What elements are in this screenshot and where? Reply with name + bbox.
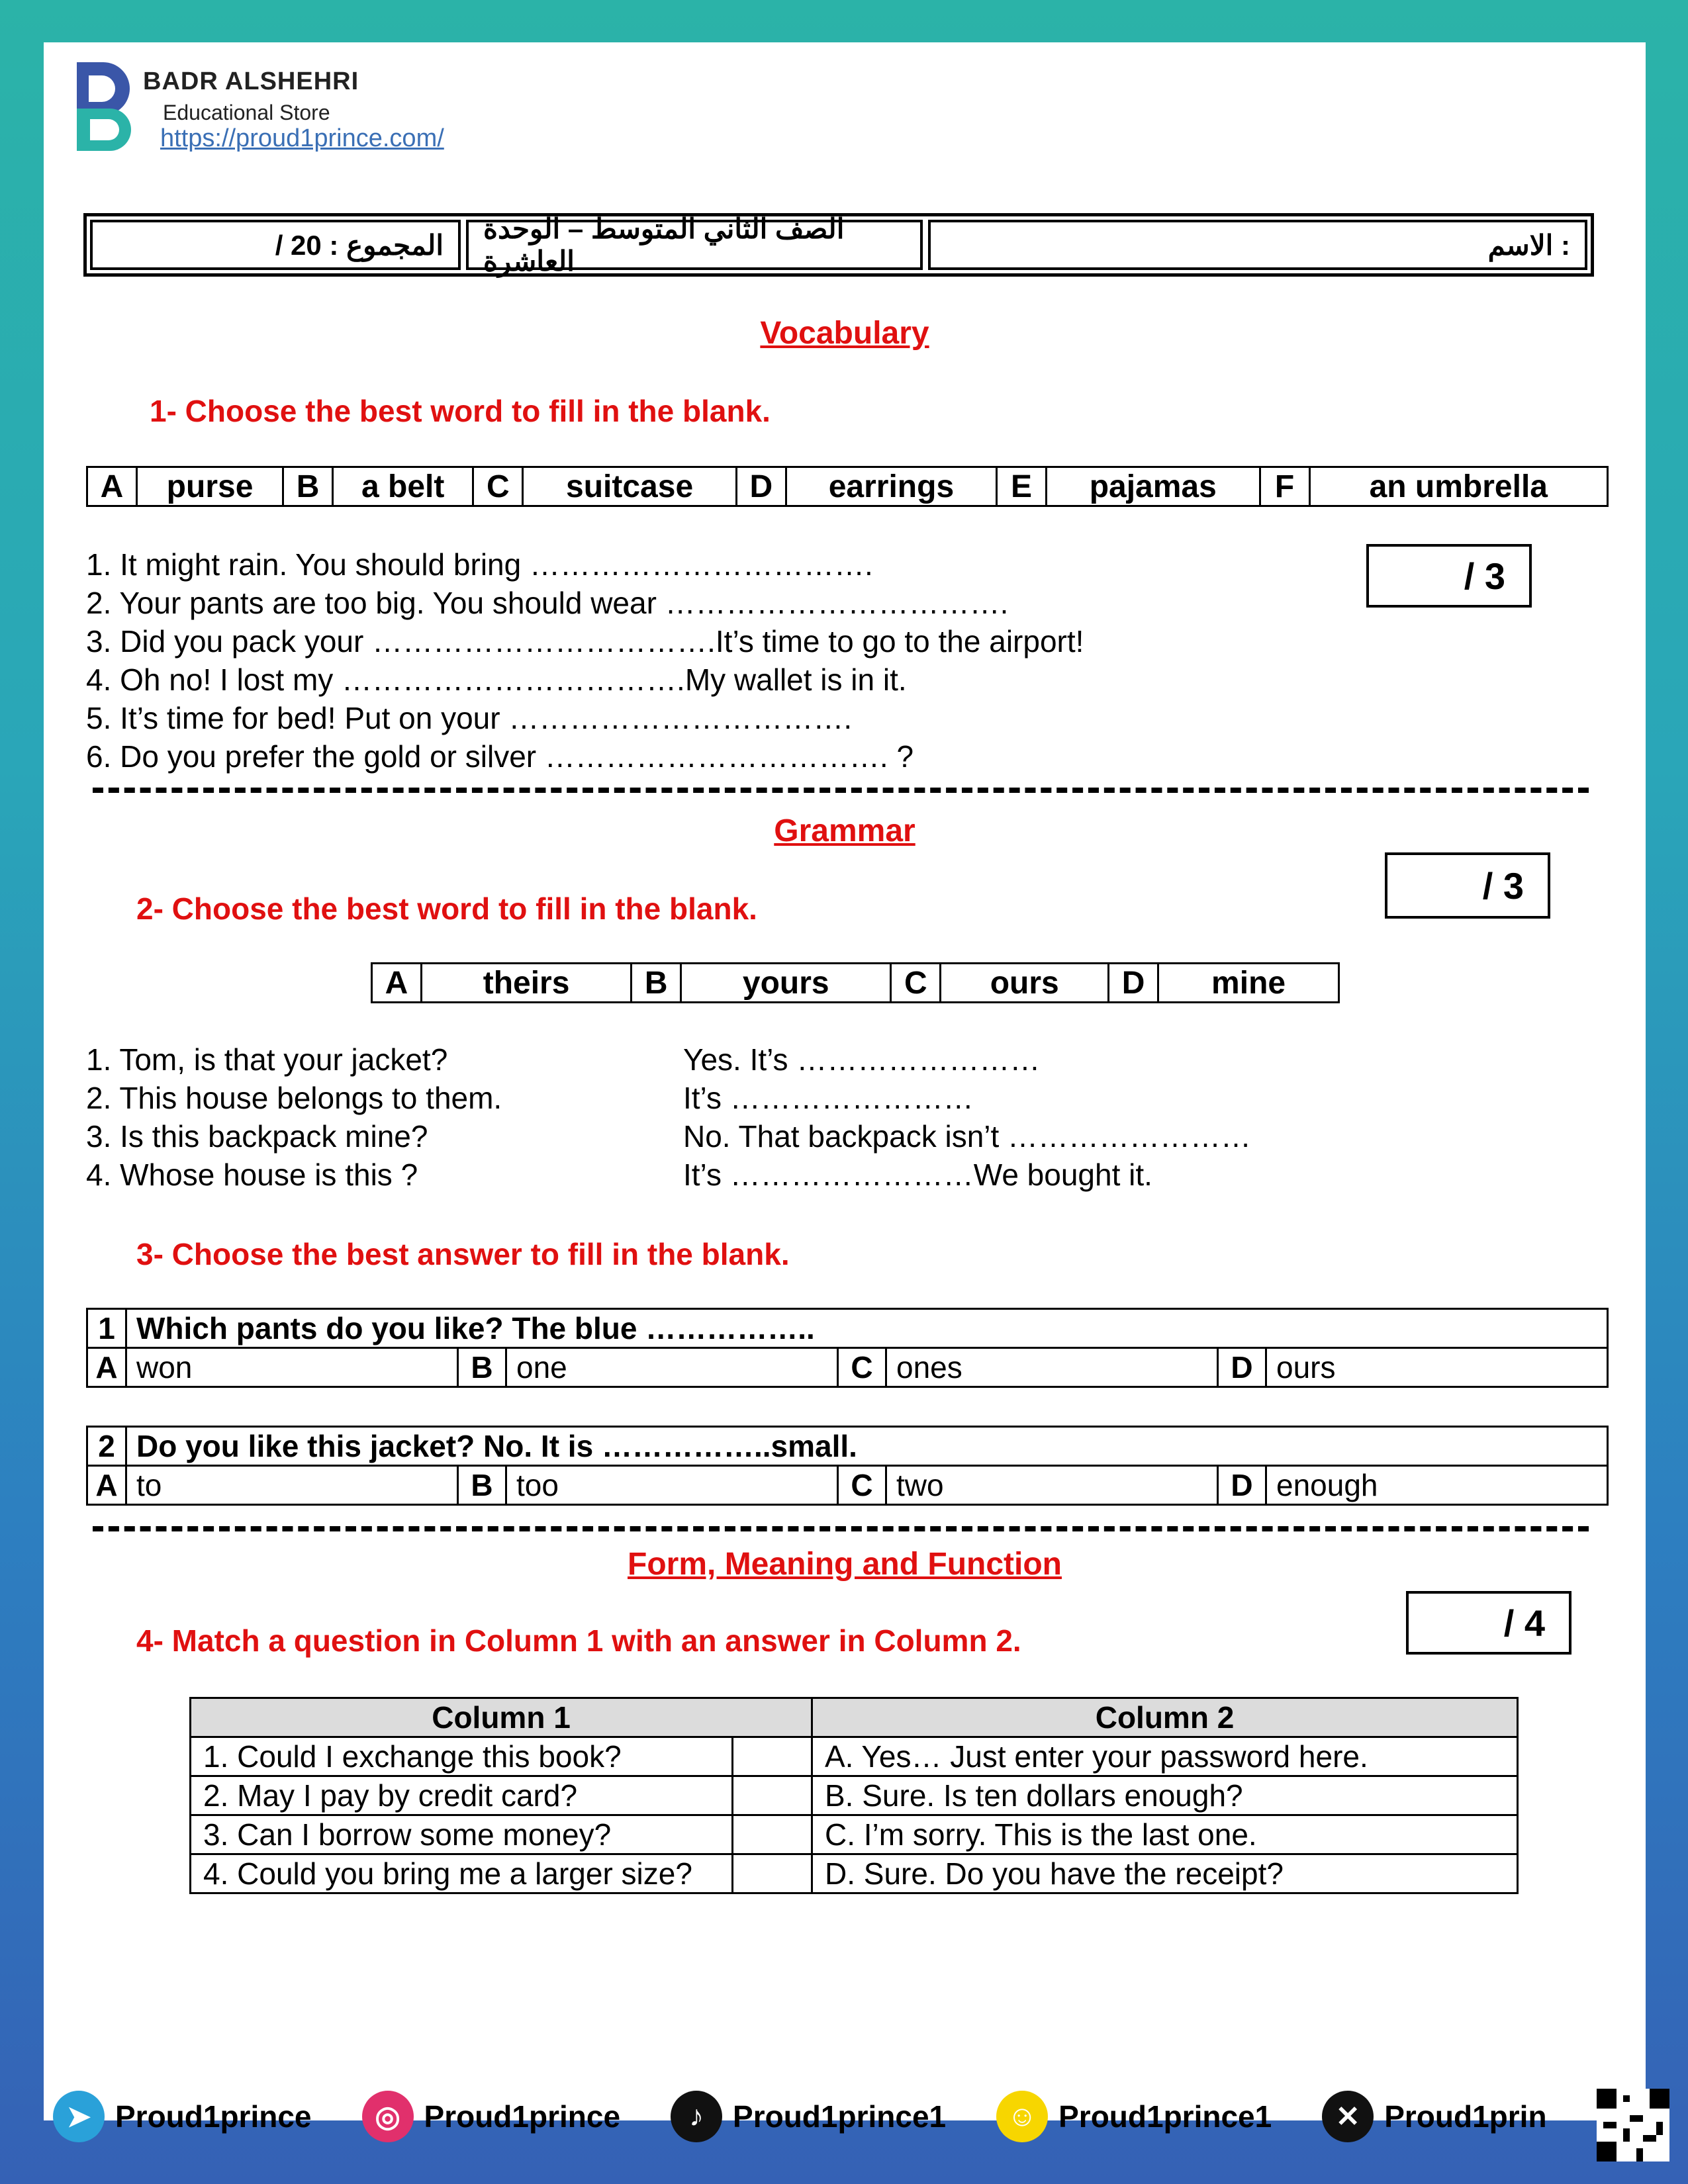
vocab-sentence: 2. Your pants are too big. You should wear …………………………….: [86, 586, 1009, 620]
mcq-option-text: to: [126, 1466, 458, 1505]
social-link-telegram[interactable]: [53, 2091, 312, 2142]
mcq-option-text: enough: [1266, 1466, 1608, 1505]
section-divider: [93, 788, 1589, 793]
vocab-option-word: pajamas: [1046, 467, 1260, 506]
match-answer: D. Sure. Do you have the receipt?: [812, 1854, 1518, 1893]
match-answer-blank[interactable]: [732, 1737, 812, 1776]
vocabulary-title: Vocabulary: [760, 316, 929, 351]
unit-cell: الصف الثاني المتوسط – الوحدة العاشرة: [466, 220, 923, 270]
brand-url-link[interactable]: https://proud1prince.com/: [160, 124, 444, 152]
instagram-icon: ◎: [362, 2091, 414, 2142]
mcq-option-letter: B: [458, 1348, 506, 1387]
vocab-sentence: 5. It’s time for bed! Put on your …………………………….: [86, 701, 853, 735]
telegram-icon: ➤: [53, 2091, 105, 2142]
social-handle: Proud1prince: [115, 2099, 312, 2134]
grammar-prompt: 4. Whose house is this ?: [86, 1158, 418, 1192]
grammar-option-letter: B: [632, 964, 681, 1003]
grammar-options-table: [371, 962, 1340, 1003]
match-answer-blank[interactable]: [732, 1854, 812, 1893]
mcq-option-text: too: [506, 1466, 838, 1505]
vocab-question: 1- Choose the best word to fill in the blank.: [150, 394, 771, 428]
grammar-prompt: 1. Tom, is that your jacket?: [86, 1042, 448, 1077]
mcq-option-letter: C: [838, 1466, 886, 1505]
social-link-x[interactable]: [1322, 2091, 1546, 2142]
fmf-title: Form, Meaning and Function: [628, 1547, 1062, 1582]
grammar-prompt: 2. This house belongs to them.: [86, 1081, 502, 1115]
vocab-sentences: [86, 545, 1084, 776]
vocab-sentence: 1. It might rain. You should bring …………………………….: [86, 547, 873, 582]
mcq-question: Do you like this jacket? No. It is ……………..small.: [126, 1427, 1608, 1466]
social-handle: Proud1prince1: [1058, 2099, 1272, 2134]
match-answer: A. Yes… Just enter your password here.: [812, 1737, 1518, 1776]
grammar-option-word: ours: [941, 964, 1109, 1003]
match-answer: C. I’m sorry. This is the last one.: [812, 1815, 1518, 1854]
mcq-option-letter: D: [1218, 1348, 1266, 1387]
mcq-option-letter: D: [1218, 1466, 1266, 1505]
vocab-sentence: 4. Oh no! I lost my …………………………….My wallet is in it.: [86, 662, 907, 697]
vocab-option-word: an umbrella: [1309, 467, 1607, 506]
vocab-option-letter: D: [736, 467, 786, 506]
grammar-option-letter: A: [372, 964, 422, 1003]
fmf-question: 4- Match a question in Column 1 with an answer in Column 2.: [136, 1623, 1021, 1658]
mcq-table-2: [86, 1426, 1609, 1506]
mcq-option-letter: C: [838, 1348, 886, 1387]
mcq-option-letter: A: [87, 1348, 126, 1387]
social-footer: [53, 2083, 1615, 2150]
mcq-table-1: [86, 1308, 1609, 1388]
snapchat-icon: ☺: [996, 2091, 1048, 2142]
qr-code-icon[interactable]: [1597, 2089, 1669, 2161]
social-handle: Proud1prin: [1384, 2099, 1547, 2134]
grammar-option-letter: C: [891, 964, 941, 1003]
mcq-option-text: ones: [886, 1348, 1218, 1387]
grammar-answer: It’s ……………………We bought it.: [683, 1158, 1152, 1192]
brand-name: BADR ALSHEHRI: [143, 68, 359, 95]
mcq-option-text: one: [506, 1348, 838, 1387]
mcq-option-text: two: [886, 1466, 1218, 1505]
vocab-option-letter: C: [473, 467, 523, 506]
brand-store: Educational Store: [163, 101, 330, 124]
column-2-header: Column 2: [812, 1698, 1518, 1737]
vocab-option-letter: A: [87, 467, 137, 506]
mcq-number: 1: [87, 1309, 126, 1348]
section-divider: [93, 1526, 1589, 1531]
vocab-option-letter: F: [1260, 467, 1309, 506]
name-cell: الاسم :: [928, 220, 1587, 270]
grammar-question-2: 2- Choose the best word to fill in the blank.: [136, 891, 757, 926]
grammar-score-box: / 3: [1385, 852, 1550, 919]
vocab-option-word: a belt: [333, 467, 473, 506]
match-question: 2. May I pay by credit card?: [191, 1776, 733, 1815]
grammar-right-column: [683, 1040, 1251, 1194]
matching-table: [189, 1697, 1519, 1894]
social-link-snapchat[interactable]: [996, 2091, 1272, 2142]
grammar-left-column: [86, 1040, 502, 1194]
vocab-options-table: [86, 466, 1609, 507]
grammar-option-word: mine: [1158, 964, 1339, 1003]
mcq-option-letter: A: [87, 1466, 126, 1505]
mcq-option-text: ours: [1266, 1348, 1608, 1387]
vocab-score-box: / 3: [1366, 544, 1532, 608]
mcq-option-text: won: [126, 1348, 458, 1387]
vocab-option-letter: B: [283, 467, 333, 506]
vocab-option-word: suitcase: [523, 467, 737, 506]
vocab-option-word: earrings: [786, 467, 996, 506]
grammar-option-letter: D: [1109, 964, 1158, 1003]
social-link-instagram[interactable]: [362, 2091, 621, 2142]
grammar-answer: No. That backpack isn’t ……………………: [683, 1119, 1252, 1154]
match-answer-blank[interactable]: [732, 1815, 812, 1854]
student-info-table: [83, 213, 1594, 277]
match-question: 4. Could you bring me a larger size?: [191, 1854, 733, 1893]
mcq-question: Which pants do you like? The blue ……………..: [126, 1309, 1608, 1348]
match-answer-blank[interactable]: [732, 1776, 812, 1815]
grammar-question-3: 3- Choose the best answer to fill in the blank.: [136, 1237, 790, 1271]
column-1-header: Column 1: [191, 1698, 812, 1737]
vocab-option-word: purse: [137, 467, 283, 506]
vocab-option-letter: E: [996, 467, 1046, 506]
match-answer: B. Sure. Is ten dollars enough?: [812, 1776, 1518, 1815]
brand-logo-icon: [70, 56, 150, 155]
grammar-option-word: theirs: [422, 964, 632, 1003]
match-question: 1. Could I exchange this book?: [191, 1737, 733, 1776]
worksheet-page: [44, 42, 1646, 2120]
vocab-sentence: 6. Do you prefer the gold or silver ……………………………. ?: [86, 739, 914, 774]
x-icon: ✕: [1322, 2091, 1374, 2142]
grammar-answer: It’s ……………………: [683, 1081, 974, 1115]
social-link-tiktok[interactable]: [671, 2091, 946, 2142]
vocab-sentence: 3. Did you pack your …………………………….It’s time to go to the airport!: [86, 624, 1084, 659]
grammar-option-word: yours: [681, 964, 891, 1003]
social-handle: Proud1prince: [424, 2099, 621, 2134]
grammar-title: Grammar: [774, 813, 915, 848]
match-question: 3. Can I borrow some money?: [191, 1815, 733, 1854]
social-handle: Proud1prince1: [733, 2099, 947, 2134]
total-score-cell: / 20 : المجموع: [90, 220, 461, 270]
mcq-option-letter: B: [458, 1466, 506, 1505]
mcq-number: 2: [87, 1427, 126, 1466]
grammar-prompt: 3. Is this backpack mine?: [86, 1119, 428, 1154]
tiktok-icon: ♪: [671, 2091, 722, 2142]
grammar-answer: Yes. It’s ……………………: [683, 1042, 1041, 1077]
fmf-score-box: / 4: [1406, 1591, 1571, 1655]
